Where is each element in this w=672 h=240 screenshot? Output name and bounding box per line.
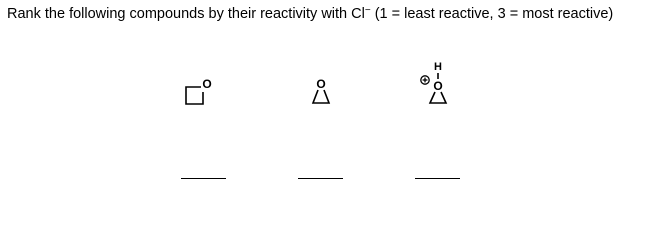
question-text-rest: (1 = least reactive, 3 = most reactive) xyxy=(370,6,614,22)
positive-charge-icon xyxy=(421,76,429,84)
epoxide-oxygen-label: O xyxy=(316,77,326,91)
protonated-epoxide-oxygen-label: O xyxy=(433,79,443,93)
rank-blank-protonated-epoxide[interactable] xyxy=(415,178,460,179)
protonated-epoxide-structure xyxy=(421,61,446,103)
chloride-charge: − xyxy=(364,5,371,16)
proton-hydrogen-label: H xyxy=(434,61,442,73)
oxetane-structure xyxy=(186,77,212,104)
rank-blank-epoxide[interactable] xyxy=(298,178,343,179)
oxetane-oxygen-label: O xyxy=(202,77,212,91)
question-text: Rank the following compounds by their reactivity with Cl xyxy=(7,6,365,22)
epoxide-structure xyxy=(313,77,329,103)
rank-blank-oxetane[interactable] xyxy=(181,178,226,179)
